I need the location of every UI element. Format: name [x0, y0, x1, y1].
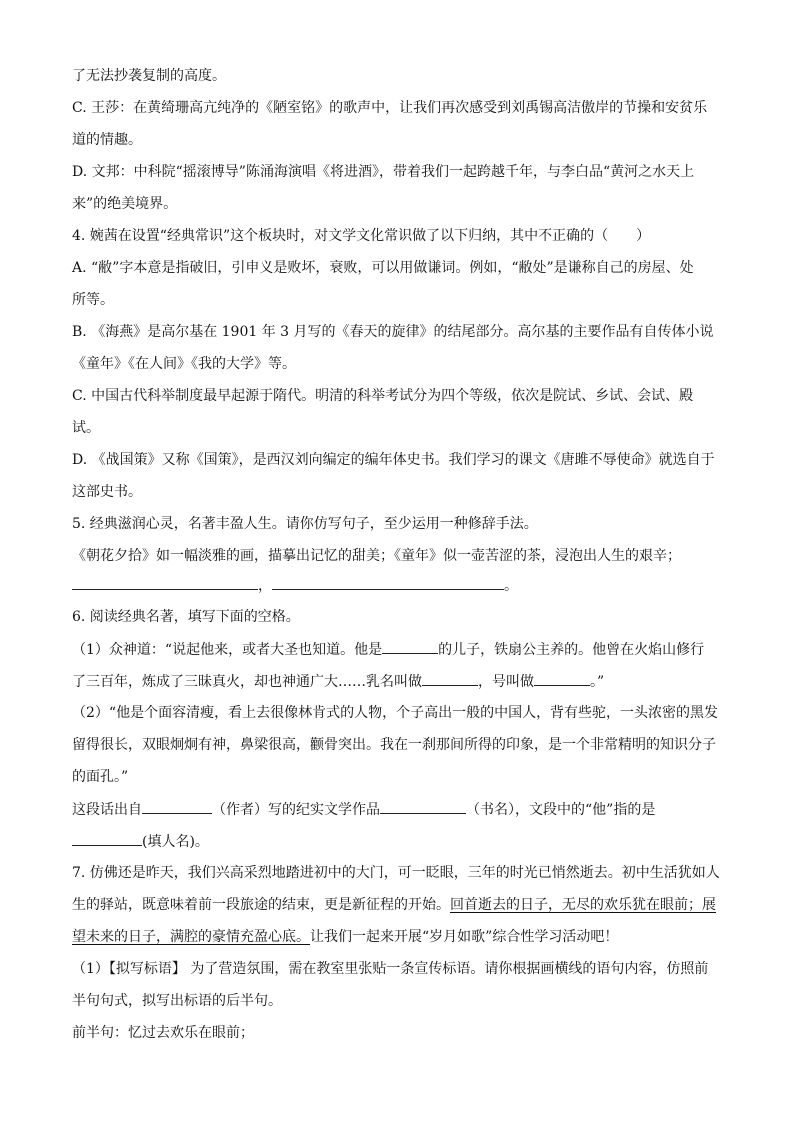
text-line: 生的驿站，既意味着前一段旅途的结束，更是新征程的开始。回首逝去的日子，无尽的欢乐犹在眼前；展 — [72, 897, 716, 913]
text-line: 道的情趣。 — [72, 132, 142, 148]
text-line: 这部史书。 — [72, 484, 142, 500]
text-line: 来”的绝美境界。 — [72, 196, 178, 212]
text-line: 了无法抄袭复制的高度。 — [72, 68, 226, 84]
text-line: 望未来的日子，满腔的豪情充盈心底。让我们一起来开展“岁月如歌”综合性学习活动吧！ — [72, 929, 619, 945]
question-4: 4. 婉茜在设置“经典常识”这个板块时，对文学文化常识做了以下归纳，其中不正确的（ ） — [72, 228, 651, 244]
question-6: 6. 阅读经典名著，填写下面的空格。 — [72, 609, 300, 625]
answer-blank[interactable] — [382, 640, 438, 654]
answer-blank[interactable] — [272, 576, 504, 590]
q7-part-1: （1）【拟写标语】 为了营造氛围，需在教室里张贴一条宣传标语。请你根据画横线的语句内容，仿照前 — [72, 961, 709, 977]
answer-blank[interactable] — [422, 672, 478, 686]
answer-line: ， 。 — [72, 576, 722, 595]
text-line: 这段话出自 （作者）写的纪实文学作品 （书名），文段中的“他”指的是 — [72, 802, 656, 818]
text-line: 《童年》《在人间》《我的大学》等。 — [72, 356, 296, 372]
option-b: B. 《海燕》是高尔基在 1901 年 3 月写的《春天的旋律》的结尾部分。高尔基的主要作品有自传体小说 — [72, 324, 714, 340]
text-line: 前半句：忆过去欢乐在眼前； — [72, 1025, 254, 1041]
underlined-sentence: 望未来的日子，满腔的豪情充盈心底。 — [72, 929, 310, 945]
q6-part-2: （2）“他是个面容清瘦，看上去很像林肯式的人物，个子高出一般的中国人，背有些驼，一头浓密的黑发 — [72, 705, 719, 721]
text-line: 所等。 — [72, 292, 114, 308]
question-5: 5. 经典滋润心灵，名著丰盈人生。请你仿写句子，至少运用一种修辞手法。 — [72, 516, 538, 532]
text-line: 试。 — [72, 420, 100, 436]
answer-blank[interactable] — [72, 832, 142, 846]
option-c: C. 中国古代科举制度最早起源于隋代。明清的科举考试分为四个等级，依次是院试、乡试、会试、殿 — [72, 388, 694, 404]
text-line: 留得很长，双眼炯炯有神，鼻梁很高，颧骨突出。我在一刹那间所得的印象，是一个非常精明的知识分子 — [72, 737, 716, 753]
option-a: A. “敝”字本意是指破旧，引申义是败坏，衰败，可以用做谦词。例如，“敝处”是谦称自己的房屋、处 — [72, 260, 694, 276]
underlined-sentence: 回首逝去的日子，无尽的欢乐犹在眼前；展 — [450, 897, 716, 913]
answer-blank[interactable] — [380, 800, 466, 814]
q6-part-1: （1）众神道：“说起他来，或者大圣也知道。他是 的儿子，铁扇公主养的。他曾在火焰山修行 — [72, 642, 705, 658]
answer-blank[interactable] — [142, 800, 212, 814]
answer-blank[interactable] — [534, 672, 590, 686]
text-line: 了三百年，炼成了三昧真火，却也神通广大……乳名叫做 ，号叫做 。” — [72, 674, 605, 690]
option-d: D. 文邦：中科院“摇滚博导”陈涌海演唱《将进酒》，带着我们一起跨越千年，与李白品“黄河之水天上 — [72, 164, 695, 180]
text-line: 的面孔。” — [72, 769, 129, 785]
example-sentence: 《朝花夕拾》如一幅淡雅的画，描摹出记忆的甜美；《童年》似一壶苦涩的茶，浸泡出人生的艰辛； — [72, 548, 681, 564]
option-c: C. 王莎：在黄绮珊高亢纯净的《陋室铭》的歌声中，让我们再次感受到刘禹锡高洁傲岸的节操和安贫乐 — [72, 100, 708, 116]
option-d: D. 《战国策》又称《国策》，是西汉刘向编定的编年体史书。我们学习的课文《唐雎不辱使命》就选自于 — [72, 452, 715, 468]
question-7: 7. 仿佛还是昨天，我们兴高采烈地踏进初中的大门，可一眨眼，三年的时光已悄然逝去。初中生活犹如人 — [72, 865, 720, 881]
answer-blank[interactable] — [72, 576, 258, 590]
text-line: 半句句式，拟写出标语的后半句。 — [72, 993, 282, 1009]
text-line: (填人名)。 — [72, 832, 722, 851]
